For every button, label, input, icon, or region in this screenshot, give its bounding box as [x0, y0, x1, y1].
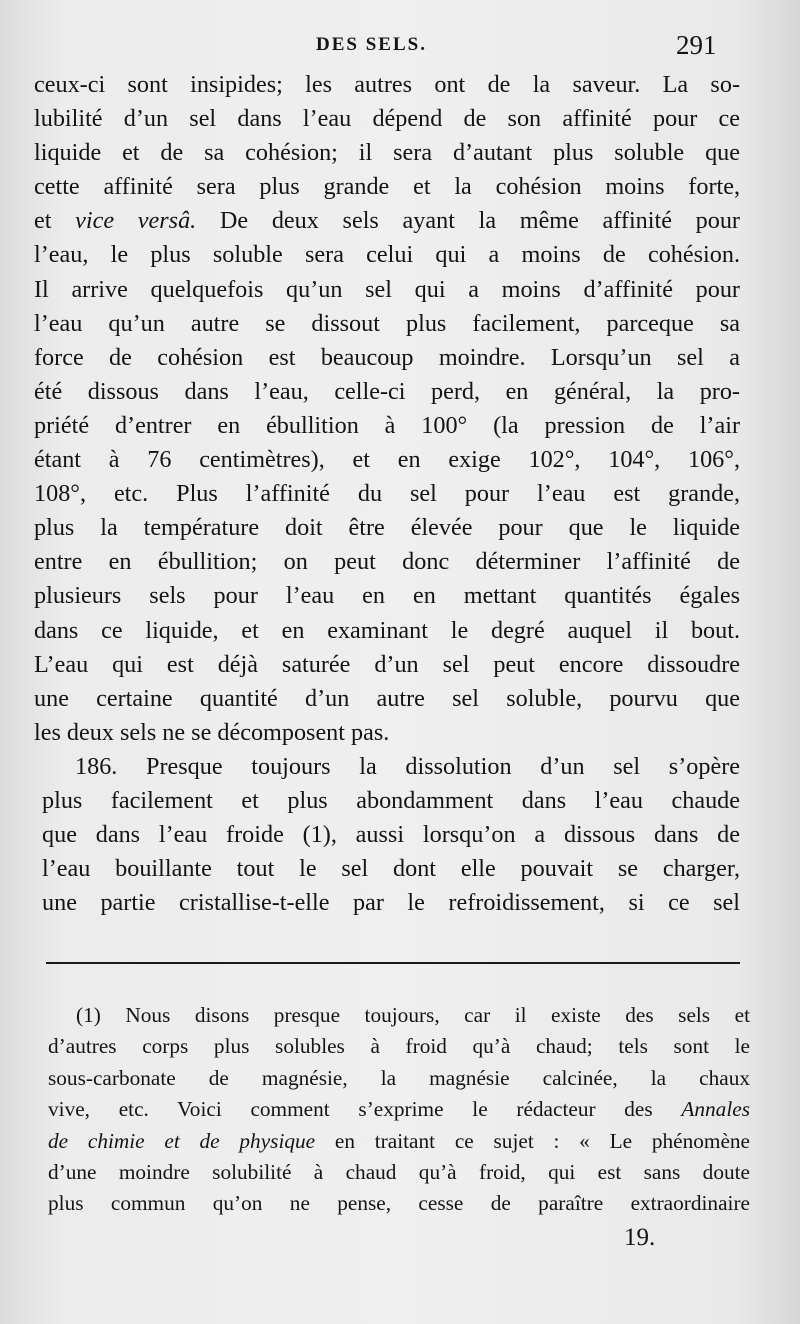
text-line: plusieurs sels pour l’eau en en mettant quantités égales: [34, 582, 740, 610]
text-line: une partie cristallise-t-elle par le refroidissement, si ce sel: [42, 889, 740, 917]
italic-title: Annales: [681, 1097, 750, 1122]
running-head: [0, 30, 800, 64]
text-line: L’eau qui est déjà saturée d’un sel peut encore dissoudre: [34, 650, 740, 678]
text-line: l’eau, le plus soluble sera celui qui a moins de cohésion.: [34, 241, 740, 269]
text-line: cette affinité sera plus grande et la cohésion moins forte,: [34, 173, 740, 201]
running-title: DES SELS.: [316, 34, 427, 55]
footnote-line: [48, 1094, 750, 1125]
footnote: [48, 1000, 750, 1220]
paragraph-start-line: 186. Presque toujours la dissolution d’un sel s’opère: [75, 752, 740, 780]
footnote-rule: [46, 962, 740, 964]
signature-mark: 19.: [624, 1224, 656, 1251]
text-line: une certaine quantité d’un autre sel soluble, pourvu que: [34, 684, 740, 712]
text-line: force de cohésion est beaucoup moindre. Lorsqu’un sel a: [34, 343, 740, 371]
text-line: l’eau qu’un autre se dissout plus facilement, parceque sa: [34, 309, 740, 337]
text-line: priété d’entrer en ébullition à 100° (la pression de l’air: [34, 411, 740, 439]
footnote-line: [48, 1126, 750, 1157]
text-segment: et: [34, 207, 76, 235]
text-segment: en traitant ce sujet : « Le phénomène: [315, 1128, 750, 1153]
text-line: Il arrive quelquefois qu’un sel qui a moins d’affinité pour: [34, 275, 740, 303]
text-line: que dans l’eau froide (1), aussi lorsqu’on a dissous dans de: [42, 821, 740, 849]
text-line: lubilité d’un sel dans l’eau dépend de son affinité pour ce: [34, 105, 740, 133]
footnote-line: d’autres corps plus solubles à froid qu’à chaud; tels sont le: [48, 1034, 750, 1059]
text-line: [34, 204, 740, 238]
footnote-line: (1) Nous disons presque toujours, car il existe des sels et: [76, 1003, 750, 1027]
text-line: plus facilement et plus abondamment dans l’eau chaude: [42, 786, 740, 814]
text-segment: De deux sels ayant la même affinité pour: [196, 207, 740, 235]
footnote-line: sous-carbonate de magnésie, la magnésie calcinée, la chaux: [48, 1065, 750, 1090]
text-line: dans ce liquide, et en examinant le degré auquel il bout.: [34, 616, 740, 644]
text-line: plus la température doit être élevée pour que le liquide: [34, 514, 740, 542]
page-number: 291: [676, 30, 717, 60]
italic-phrase: vice versâ.: [75, 207, 197, 235]
italic-title: de chimie et de physique: [48, 1128, 316, 1153]
footnote-line: d’une moindre solubilité à chaud qu’à froid, qui est sans doute: [48, 1159, 750, 1184]
text-line: les deux sels ne se décomposent pas.: [34, 718, 390, 746]
text-line: ceux-ci sont insipides; les autres ont de la saveur. La so-: [34, 71, 740, 98]
footnote-line: plus commun qu’on ne pense, cesse de paraître extraordinaire: [48, 1191, 750, 1216]
text-line: 108°, etc. Plus l’affinité du sel pour l’eau est grande,: [34, 480, 740, 508]
text-line: l’eau bouillante tout le sel dont elle pouvait se charger,: [42, 855, 740, 883]
body-text: [34, 68, 740, 920]
text-segment: vive, etc. Voici comment s’exprime le rédacteur des: [48, 1097, 682, 1122]
text-line: entre en ébullition; on peut donc déterminer l’affinité de: [34, 548, 740, 576]
text-line: été dissous dans l’eau, celle-ci perd, en général, la pro-: [34, 377, 740, 405]
text-line: liquide et de sa cohésion; il sera d’autant plus soluble que: [34, 139, 740, 167]
text-line: étant à 76 centimètres), et en exige 102°, 104°, 106°,: [34, 446, 740, 474]
